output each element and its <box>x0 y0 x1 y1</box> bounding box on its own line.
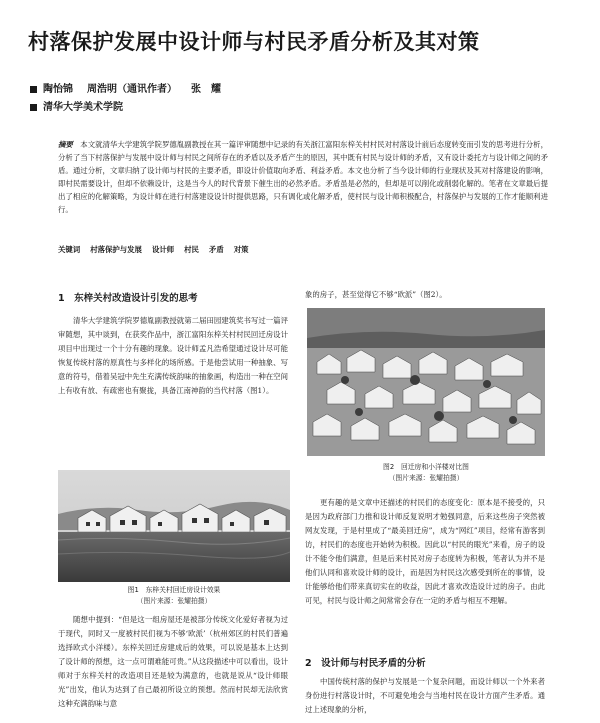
author-2: 周浩明（通讯作者） <box>87 84 177 95</box>
figure-2-caption-title: 图2 回迁房和小洋楼对比图 <box>383 463 469 471</box>
keyword: 村民 <box>184 245 199 254</box>
keyword: 对策 <box>233 245 249 254</box>
keywords-label: 关键词 <box>58 245 81 254</box>
figure-2-caption-source: （图片来源：张耀拍摄） <box>388 474 464 482</box>
author-3: 张 耀 <box>191 84 221 95</box>
abstract-label: 摘要 <box>58 140 73 149</box>
paper-title: 村落保护发展中设计师与村民矛盾分析及其对策 <box>28 30 480 54</box>
figure-2-photo <box>307 308 545 456</box>
affiliation-line <box>30 98 123 113</box>
keyword: 矛盾 <box>208 245 224 254</box>
figure-2-caption <box>307 462 545 484</box>
figure-1-photo <box>58 470 290 582</box>
section-1-paragraph-1: 清华大学建筑学院罗德胤副教授就第二届田园建筑奖书写过一篇评审随想，其中谈到，在获奖作品中，浙江富阳东梓关村村民回迁房设计项目中出现过一个十分有趣的现象。设计师孟凡浩希望通过设计尽可能恢复传统村落的原真性与多样化的场所感。于是他尝试用一种抽象、写意的符号，借着吴冠中先生充满传统韵味的抽象画，构造出一种在空间上有收有放、有疏密也有聚拢，具备江南神韵的当代村落（图1）。 <box>58 316 288 395</box>
section-2-paragraph-1: 中国传统村落的保护与发展是一个复杂问题，而设计师以一个外来者身份进行村落设计时，不可避免地会与当地村民在设计方面产生矛盾。通过上述现象的分析， <box>305 677 545 714</box>
affiliation: 清华大学美术学院 <box>43 102 123 113</box>
figure-1-caption <box>58 585 290 607</box>
section-1-paragraph-2: 随想中提到：“但是这一组房屋还是被部分传统文化爱好者视为过于现代，同时又一度被村民们视为不够‘欧派’（杭州郊区的村民们普遍选择欧式小洋楼）。东梓关回迁房建成后的效果，可以说是基本上达到了设计师的预想，这一点可谓难能可贵。”从这段描述中可以看出，设计师对于东梓关村的改造项目还是较为满意的，也就是说从“设计师眼光”出发，他认为达到了自己最初所设立的预想。然而村民却无法欣赏这种充满韵味与意 <box>58 615 288 708</box>
column-2-continuation: 象的房子，甚至觉得它不够“欧派”（图2）。 <box>305 290 447 299</box>
column-2-paragraph: 更有趣的是文章中还描述的村民们的态度变化：原本是不接受的，只是因为政府部门力推和设计师反复说明才勉强同意，后来这些房子突然被网友发现，于是村里成了“最美回迁房”，成为“网红”项目，经常有游客到访，村民们的态度也开始转为积极。因此以“村民的眼光”来看，房子的设计不能令他们满意，但是后来村民对房子态度转为积极，笔者认为并不是他们认同和喜欢设计师的设计，而是因为村民这次感受到所在的事情，设计能够给他们带来真切实在的收益，因此才喜欢改造设计过的房子。由此可见，村民与设计师之间常常会存在一定的矛盾与相互不理解。 <box>305 498 545 605</box>
figure-1-caption-source: （图片来源：张耀拍摄） <box>136 597 212 605</box>
bullet-square <box>30 86 37 93</box>
keyword: 村落保护与发展 <box>90 245 142 254</box>
author-1: 陶怡锦 <box>43 84 73 95</box>
keyword: 设计师 <box>151 245 175 254</box>
figure-1-caption-title: 图1 东梓关村回迁房设计效果 <box>127 586 221 594</box>
section-2-heading: 2 设计师与村民矛盾的分析 <box>305 658 426 669</box>
bullet-square <box>30 104 37 111</box>
section-1-heading: 1 东梓关村改造设计引发的思考 <box>58 293 198 304</box>
abstract-text: 本文就清华大学建筑学院罗德胤副教授在其一篇评审随想中记录的有关浙江富阳东梓关村村民对村落设计前后态度转变而引发的思考进行分析，分析了当下村落保护与发展中设计师与村民之间所存在的矛盾以及矛盾产生的原因，其中既有村民与设计师的矛盾，又有设计委托方与设计师之间的矛盾。通过分析，文章归纳了设计师与村民的主要矛盾，即设计价值取向矛盾、利益矛盾。本文也分析了当今设计师的行业现状及其对村落建设的影响，即村民需要设计，但却不依赖设计，这是当今人的时代背景下催生出的必然矛盾。矛盾虽是必然的，但却是可以削化或削弱化解的。笔者在文章最后提出了相应的化解策略，为设计师在进行村落建设设计时提供思路，只有调化或化解矛盾，使村民与设计师积极配合，村落保护与发展的工作才能顺利进行。 <box>58 140 548 214</box>
keywords <box>58 244 259 255</box>
abstract <box>58 138 548 216</box>
author-line <box>30 80 221 95</box>
